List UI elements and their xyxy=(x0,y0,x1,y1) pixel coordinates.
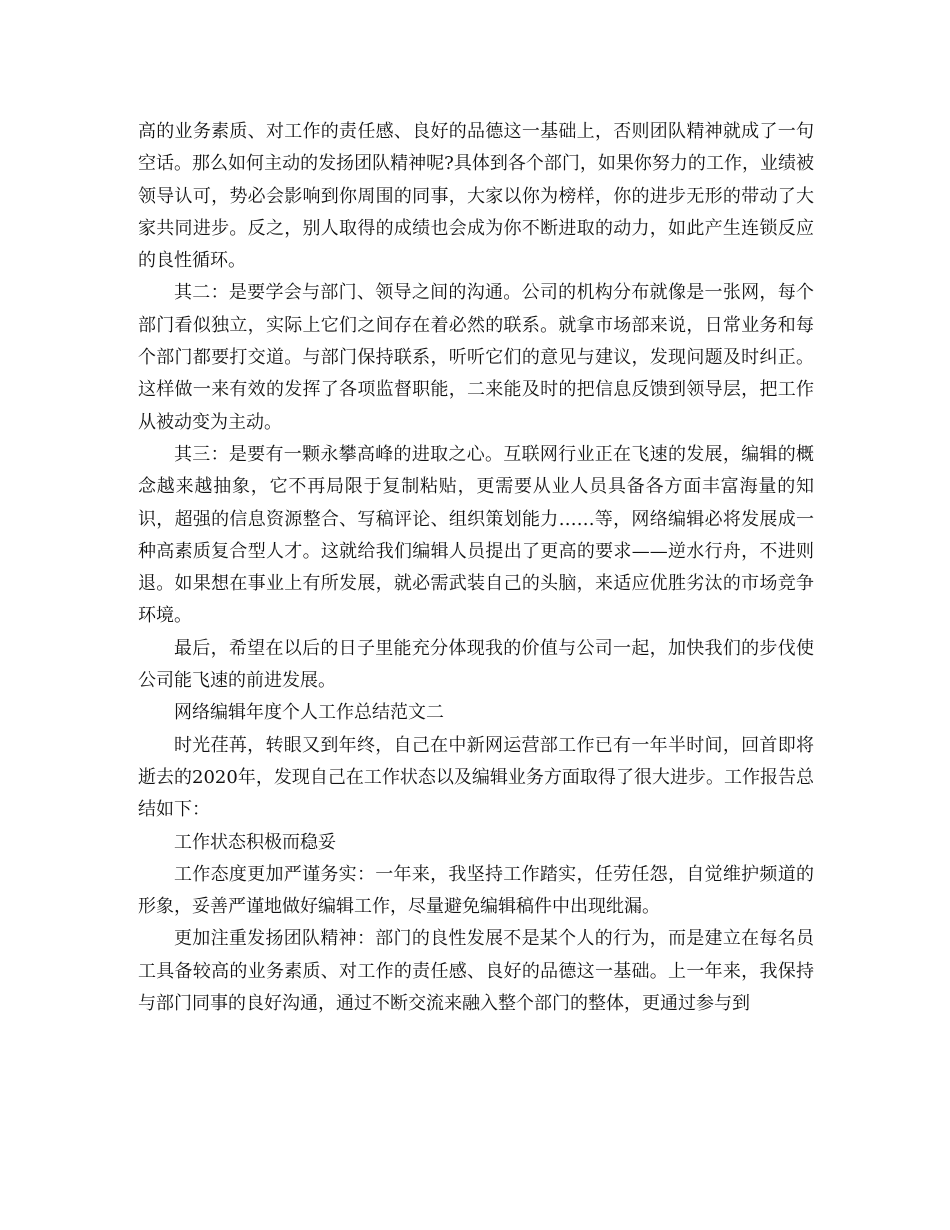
document-page xyxy=(138,116,814,1020)
paragraph-work-attitude: 工作态度更加严谨务实：一年来，我坚持工作踏实，任劳任怨，自觉维护频道的形象，妥善严谨地做好编辑工作，尽量避免编辑稿件中出现纰漏。 xyxy=(138,863,814,918)
paragraph-year-review: 时光荏苒，转眼又到年终，自己在中新网运营部工作已有一年半时间，回首即将逝去的2020年，发现自己在工作状态以及编辑业务方面取得了很大进步。工作报告总结如下： xyxy=(138,734,814,821)
paragraph-closing: 最后，希望在以后的日子里能充分体现我的价值与公司一起，加快我们的步伐使公司能飞速的前进发展。 xyxy=(138,637,814,692)
paragraph-teamwork-continuation: 高的业务素质、对工作的责任感、良好的品德这一基础上，否则团队精神就成了一句空话。那么如何主动的发扬团队精神呢?具体到各个部门，如果你努力的工作，业绩被领导认可，势必会影响到你周围的同事，大家以你为榜样，你的进步无形的带动了大家共同进步。反之，别人取得的成绩也会成为你不断进取的动力，如此产生连锁反应的良性循环。 xyxy=(138,121,814,272)
section-heading-sample-two: 网络编辑年度个人工作总结范文二 xyxy=(174,702,444,724)
paragraph-team-spirit: 更加注重发扬团队精神：部门的良性发展不是某个人的行为，而是建立在每名员工具备较高的业务素质、对工作的责任感、良好的品德这一基础。上一年来，我保持与部门同事的良好沟通，通过不断交流来融入整个部门的整体，更通过参与到 xyxy=(138,928,814,1015)
subheading-work-status: 工作状态积极而稳妥 xyxy=(174,831,336,853)
paragraph-ambition: 其三：是要有一颗永攀高峰的进取之心。互联网行业正在飞速的发展，编辑的概念越来越抽象，它不再局限于复制粘贴，更需要从业人员具备各方面丰富海量的知识，超强的信息资源整合、写稿评论、组织策划能力……等，网络编辑必将发展成一种高素质复合型人才。这就给我们编辑人员提出了更高的要求——逆水行舟，不进则退。如果想在事业上有所发展，就必需武装自己的头脑，来适应优胜劣汰的市场竞争环境。 xyxy=(138,443,814,627)
paragraph-communication: 其二：是要学会与部门、领导之间的沟通。公司的机构分布就像是一张网，每个部门看似独立，实际上它们之间存在着必然的联系。就拿市场部来说，日常业务和每个部门都要打交道。与部门保持联系，听听它们的意见与建议，发现问题及时纠正。这样做一来有效的发挥了各项监督职能，二来能及时的把信息反馈到领导层，把工作从被动变为主动。 xyxy=(138,282,814,433)
